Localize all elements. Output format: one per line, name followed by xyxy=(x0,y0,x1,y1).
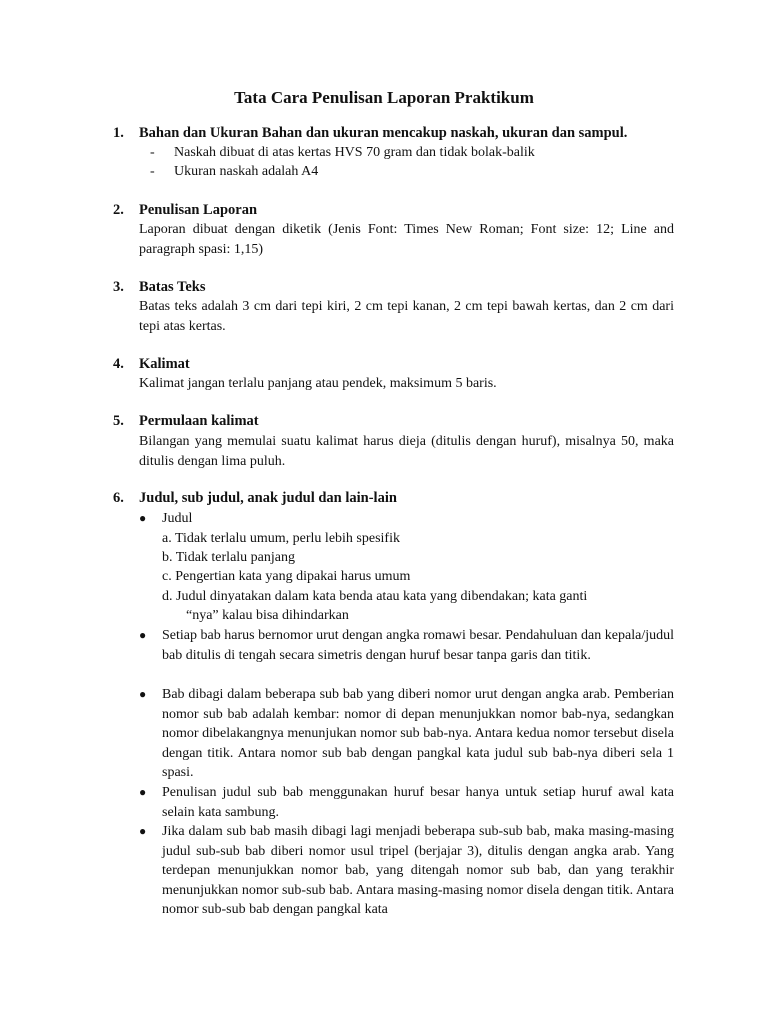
bullet-icon: ● xyxy=(139,824,147,838)
bullet-item: Penulisan judul sub bab menggunakan huruf besar hanya untuk setiap huruf awal kata selain kata sambung. xyxy=(162,785,674,820)
bullet-item: Setiap bab harus bernomor urut dengan angka romawi besar. Pendahuluan dan kepala/judul bab ditulis di tengah secara simetris dengan huruf besar tanpa garis dan titik. xyxy=(162,628,674,663)
section-number: 6. xyxy=(113,490,124,506)
bullet-item: Bab dibagi dalam beberapa sub bab yang diberi nomor urut dengan angka arab. Pemberian nomor sub bab adalah kembar: nomor di depan menunjukkan nomor bab-nya, sedangkan nomor dibelakangnya menunjukan nomor sub bab-nya. Antara kedua nomor tersebut disela dengan titik. Antara nomor sub bab dengan pangkal kata judul sub bab-nya diberi sela 1 spasi. xyxy=(162,687,674,780)
section-body: Batas teks adalah 3 cm dari tepi kiri, 2 cm tepi kanan, 2 cm tepi bawah kertas, dan 2 cm dari tepi atas kertas. xyxy=(139,299,674,334)
section-number: 3. xyxy=(113,279,124,295)
sub-list-item: a. Tidak terlalu umum, perlu lebih spesifik xyxy=(162,531,400,546)
section-title: Kalimat xyxy=(139,356,190,372)
section-title: Penulisan Laporan xyxy=(139,202,258,218)
sub-list-item: c. Pengertian kata yang dipakai harus umum xyxy=(162,569,411,584)
section-title: Batas Teks xyxy=(139,279,206,295)
bullet-icon: ● xyxy=(139,785,147,799)
sub-list-item: d. Judul dinyatakan dalam kata benda atau kata yang dibendakan; kata ganti xyxy=(162,589,588,604)
sub-list-item-continuation: “nya” kalau bisa dihindarkan xyxy=(186,608,349,623)
section-number: 4. xyxy=(113,356,124,372)
bullet-item: Judul xyxy=(162,511,193,526)
section-number: 2. xyxy=(113,202,124,218)
bullet-icon: ● xyxy=(139,511,147,525)
document-title: Tata Cara Penulisan Laporan Praktikum xyxy=(234,88,534,107)
bullet-icon: ● xyxy=(139,687,147,701)
dash-list-item: - Ukuran naskah adalah A4 xyxy=(150,164,319,179)
section-body: Laporan dibuat dengan diketik (Jenis Font: Times New Roman; Font size: 12; Line and paragraph spasi: 1,15) xyxy=(139,222,674,257)
bullet-item: Jika dalam sub bab masih dibagi lagi menjadi beberapa sub-sub bab, maka masing-masing judul sub-sub bab diberi nomor usul tripel (berjajar 3), ditulis dengan angka arab. Yang terdepan menunjukkan nomor bab, yang ditengah nomor sub bab, dan yang terakhir menunjukkan nomor sub-sub bab. Antara masing-masing nomor disela dengan titik. Antara nomor sub-sub bab dengan pangkal kata xyxy=(162,824,674,917)
bullet-icon: ● xyxy=(139,628,147,642)
section-body: Kalimat jangan terlalu panjang atau pendek, maksimum 5 baris. xyxy=(139,376,497,391)
section-number: 5. xyxy=(113,413,124,429)
section-title: Permulaan kalimat xyxy=(139,413,259,429)
section-title: Judul, sub judul, anak judul dan lain-lain xyxy=(139,490,397,506)
dash-list-item: - Naskah dibuat di atas kertas HVS 70 gram dan tidak bolak-balik xyxy=(150,145,535,160)
section-body: Bilangan yang memulai suatu kalimat harus dieja (ditulis dengan huruf), misalnya 50, maka ditulis dengan lima puluh. xyxy=(139,434,674,469)
section-title: Bahan dan Ukuran Bahan dan ukuran mencakup naskah, ukuran dan sampul. xyxy=(139,125,628,141)
section-number: 1. xyxy=(113,125,124,141)
sub-list-item: b. Tidak terlalu panjang xyxy=(162,550,295,565)
